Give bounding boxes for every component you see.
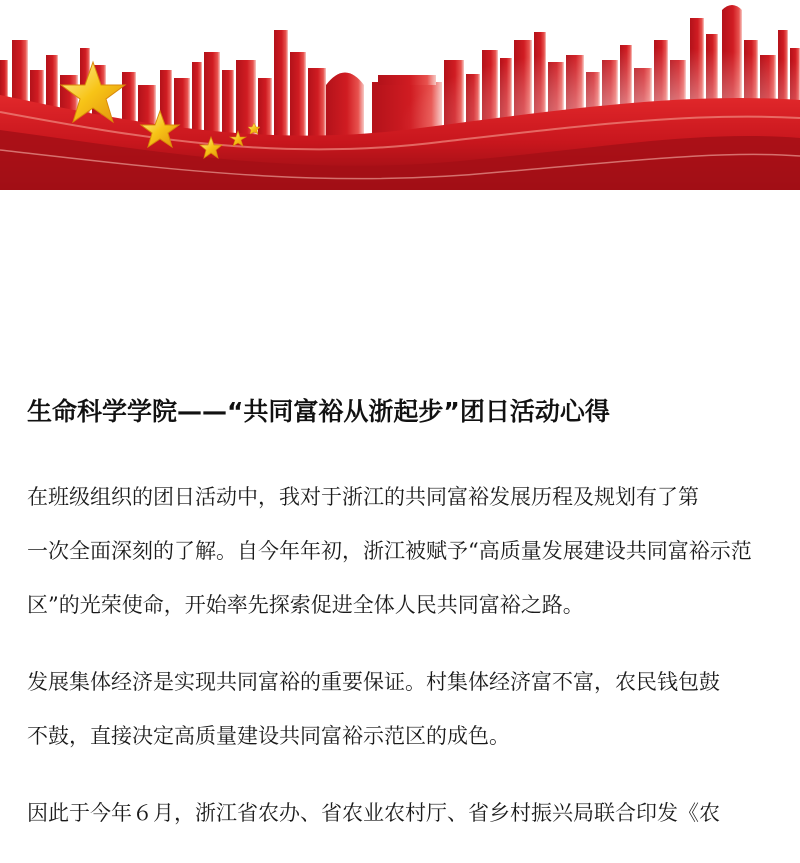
paragraph <box>27 655 777 763</box>
document-body <box>27 470 777 863</box>
document-title: 生命科学学院——“共同富裕从浙起步”团日活动心得 <box>27 397 610 426</box>
text-line: 一次全面深刻的了解。自今年年初，浙江被赋予“高质量发展建设共同富裕示范 <box>27 539 752 563</box>
paragraph <box>27 786 777 840</box>
text-line: 区”的光荣使命，开始率先探索促进全体人民共同富裕之路。 <box>27 593 584 617</box>
text-line: 因此于今年６月，浙江省农办、省农业农村厅、省乡村振兴局联合印发《农 <box>27 801 720 825</box>
text-line: 发展集体经济是实现共同富裕的重要保证。村集体经济富不富，农民钱包鼓 <box>27 670 720 694</box>
text-line: 在班级组织的团日活动中，我对于浙江的共同富裕发展历程及规划有了第 <box>27 485 699 509</box>
banner-image <box>0 0 800 190</box>
paragraph <box>27 470 777 632</box>
text-line: 不鼓，直接决定高质量建设共同富裕示范区的成色。 <box>27 724 510 748</box>
